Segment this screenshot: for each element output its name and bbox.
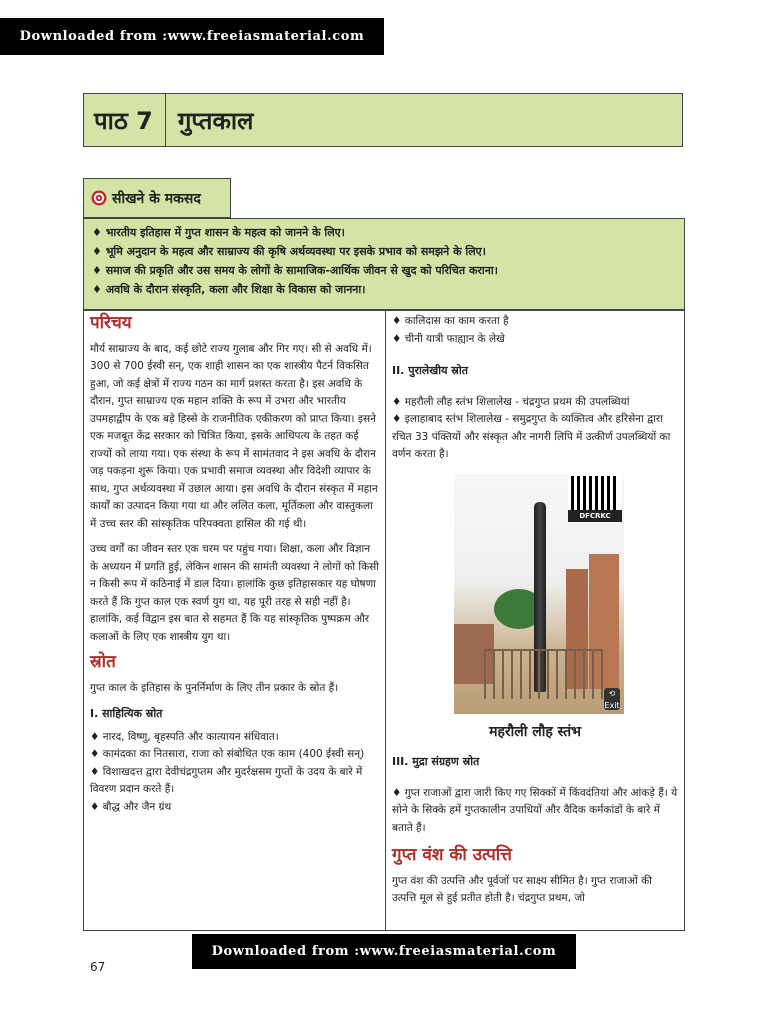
literary-source-item: ♦ बौद्ध और जैन ग्रंथ	[90, 800, 172, 813]
page-number: 67	[90, 960, 106, 974]
literary-source-item: ♦ कामंदका का नितसारा, राजा को संबोधित एक काम (400 ईस्वी सन्)	[90, 748, 365, 760]
epigraphic-source-item: ♦ महरौली लौह स्तंभ शिलालेख - चंद्रगुप्त प्रथम की उपलब्धियां	[392, 395, 630, 408]
chapter-title: गुप्तकाल	[177, 106, 254, 135]
exit-icon[interactable]: ⟲ Exit	[604, 688, 620, 710]
right-column	[385, 310, 685, 931]
pillar-railing	[484, 649, 603, 699]
literary-source-item: ♦ कालिदास का काम करता है	[392, 315, 509, 327]
objectives-heading	[83, 178, 231, 218]
download-banner-top: Downloaded from :www.freeiasmaterial.com	[0, 18, 384, 55]
chapter-number: पाठ 7	[84, 94, 166, 146]
qr-code-label: DFCRKC	[568, 510, 622, 522]
objective-item: ♦ अवधि के दौरान संस्कृति, कला और शिक्षा के विकास को जानना।	[92, 283, 366, 296]
photo-caption: महरौली लौह स्तंभ	[489, 723, 581, 740]
sources-heading: स्रोत	[90, 652, 116, 672]
sources-paragraph: गुप्त काल के इतिहास के पुनर्निर्माण के लिए तीन प्रकार के स्रोत हैं।	[90, 681, 339, 694]
qr-code[interactable]	[568, 474, 622, 522]
literary-sources-heading: I. साहित्यिक स्रोत	[90, 707, 163, 720]
intro-paragraph-1: मौर्य साम्राज्य के बाद, कई छोटे राज्य गुलाब और गिर गए। सी से अवधि में। 300 से 700 ईस्वी सन्, एक शाही शासन का एक शास्त्रीय पैटर्न विकसित हुआ, जो कई क्षेत्रों में राज्य गठन का मार्ग प्रशस्त करता है। इस अवधि के दौरान, गुप्त साम्राज्य एक महान शक्ति के रूप में उभरा और भारतीय उपमहाद्वीप के एक बड़े हिस्से के राजनीतिक एकीकरण को प्राप्त किया। इसने एक मजबूत केंद्र सरकार को चित्रित किया, इसके आधिपत्य के तहत कई राज्यों को लाया गया। एक संस्था के रूप में सामंतवाद ने इस अवधि के दौरान जड़ पकड़ना शुरू किया। एक प्रभावी समाज व्यवस्था और विदेशी व्यापार के साथ, गुप्त अर्थव्यवस्था में उछाल आया। इस अवधि के दौरान संस्कृत में महान कार्यों का उत्पादन किया गया था और ललित कला, मूर्तिकला और वास्तुकला में उच्च स्तर की सांस्कृतिक परिपक्वता हासिल की गई थी।	[90, 342, 378, 530]
left-column	[83, 310, 386, 931]
origin-paragraph: गुप्त वंश की उत्पत्ति और पूर्वजों पर साक्ष्य सीमित है। गुप्त राजाओं की उत्पत्ति मूल से हुई प्रतीत होती है। चंद्रगुप्त प्रथम, जो	[392, 874, 652, 904]
objectives-heading-text: सीखने के मकसद	[112, 190, 201, 207]
download-banner-bottom: Downloaded from :www.freeiasmaterial.com	[192, 934, 576, 969]
objective-item: ♦ भूमि अनुदान के महत्व और साम्राज्य की कृषि अर्थव्यवस्था पर इसके प्रभाव को समझने के लिए।	[92, 245, 486, 258]
intro-paragraph-2: उच्च वर्गों का जीवन स्तर एक चरम पर पहुंच गया। शिक्षा, कला और विज्ञान के अध्ययन में प्रगति हुई, लेकिन शासन की सामंती व्यवस्था ने लोगों को किसी न किसी रूप में कठिनाई में डाल दिया। हालांकि कुछ इतिहासकार यह घोषणा करते हैं कि गुप्त काल एक स्वर्ण युग था, यह पूरी तरह से सही नहीं है। हालांकि, कई विद्वान इस बात से सहमत हैं कि यह सांस्कृतिक पुष्पक्रम और कलाओं के लिए एक शास्त्रीय युग था।	[90, 543, 379, 643]
literary-source-item: ♦ चीनी यात्री फाह्यान के लेखे	[392, 332, 505, 345]
literary-source-item: ♦ नारद, विष्णु, बृहस्पति और कात्यायन संधिवात।	[90, 730, 279, 743]
literary-source-item: ♦ विशाखदत्त द्वारा देवीचंद्रगुप्तम और मुदर्रक्षसम गुप्तों के उदय के बारे में विवरण प्रदान करते हैं।	[90, 765, 363, 795]
qr-code-pattern	[571, 476, 619, 510]
objective-item: ♦ समाज की प्रकृति और उस समय के लोगों के सामाजिक-आर्थिक जीवन से खुद को परिचित कराना।	[92, 264, 498, 277]
epigraphic-sources-heading: II. पुरालेखीय स्रोत	[392, 364, 468, 377]
numismatic-source-item: ♦ गुप्त राजाओं द्वारा जारी किए गए सिक्कों में किंवदंतियां और आंकड़े हैं। ये सोने के सिक्के हमें गुप्तकालीन उपाधियों और वैदिक कर्मकांडों के बारे में बताते हैं।	[392, 786, 678, 834]
target-icon	[91, 190, 107, 206]
exit-label: Exit	[604, 700, 620, 710]
iron-pillar-photo	[454, 474, 624, 714]
objectives-list	[83, 218, 685, 310]
chapter-header	[83, 93, 683, 147]
intro-heading: परिचय	[90, 313, 132, 333]
objective-item: ♦ भारतीय इतिहास में गुप्त शासन के महत्व को जानने के लिए।	[92, 226, 345, 239]
origin-heading: गुप्त वंश की उत्पत्ति	[392, 845, 512, 865]
epigraphic-source-item: ♦ इलाहाबाद स्तंभ शिलालेख - समुद्रगुप्त के व्यक्तित्व और हरिसेना द्वारा रचित 33 पंक्तियों और संस्कृत और नागरी लिपि में उत्कीर्ण उपलब्धियों का वर्णन करता है।	[392, 413, 671, 460]
numismatic-sources-heading: III. मुद्रा संग्रहण स्रोत	[392, 755, 480, 768]
